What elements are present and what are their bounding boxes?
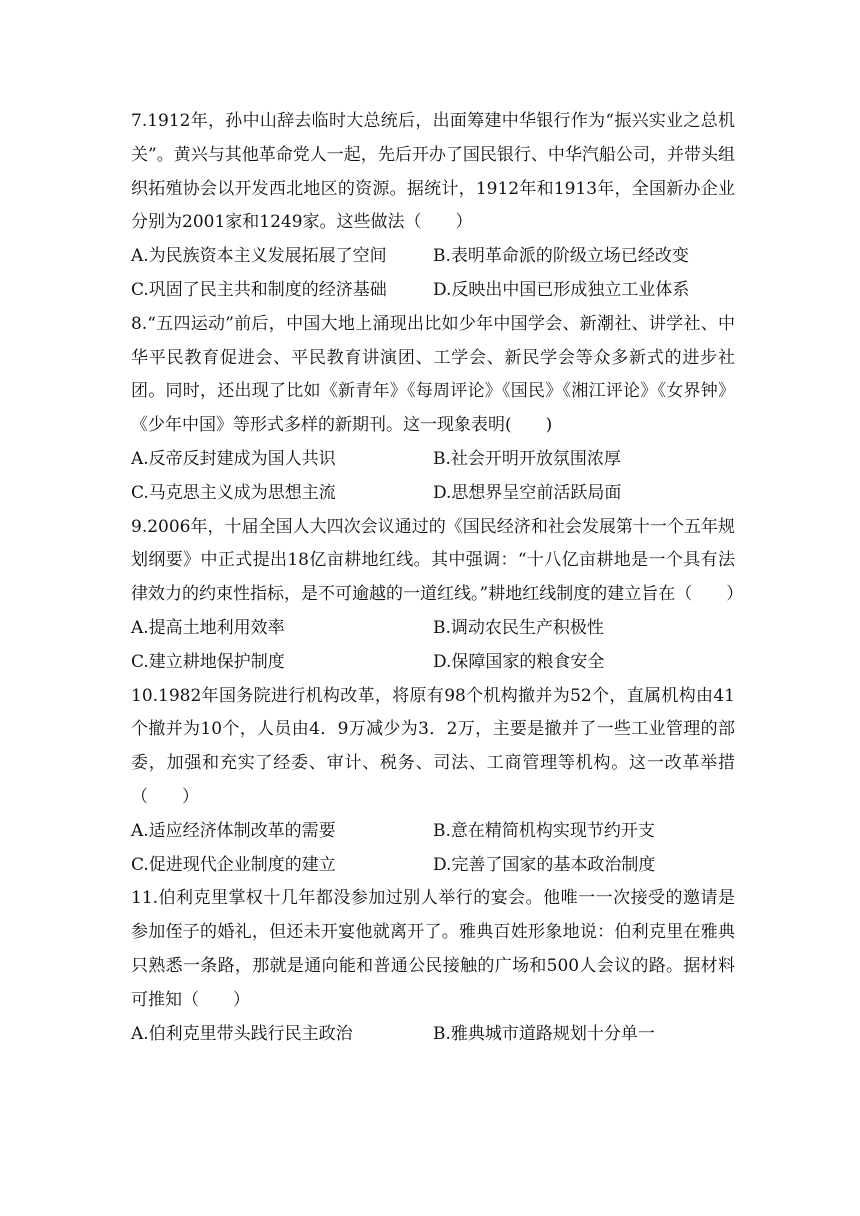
question-list — [131, 105, 744, 1051]
question-8-options-row-2 — [131, 477, 735, 511]
question-8 — [131, 308, 735, 511]
question-10-options-row-2 — [131, 849, 735, 883]
question-9-options-row-1 — [131, 612, 735, 646]
question-7-option-c: C.巩固了民主共和制度的经济基础 — [131, 279, 387, 300]
question-7-options-row-2 — [131, 274, 735, 308]
question-10-option-c: C.促进现代企业制度的建立 — [131, 854, 336, 875]
question-8-option-a: A.反帝反封建成为国人共识 — [131, 448, 336, 469]
question-9-option-c: C.建立耕地保护制度 — [131, 651, 285, 672]
question-8-option-c: C.马克思主义成为思想主流 — [131, 482, 336, 503]
question-7-options-row-1 — [131, 240, 735, 274]
question-7-option-a: A.为民族资本主义发展拓展了空间 — [131, 246, 387, 267]
question-9-option-b: B.调动农民生产积极性 — [433, 617, 604, 638]
question-9 — [131, 511, 744, 680]
question-8-option-d: D.思想界呈空前活跃局面 — [433, 482, 622, 503]
question-10-stem: 10.1982年国务院进行机构改革，将原有98个机构撤并为52个，直属机构由41个撤并为10个，人员由4．9万减少为3．2万，主要是撤并了一些工业管理的部委，加强和充实了经委、审计、税务、司法、工商管理等机构。这一改革举措（ ） — [131, 685, 735, 807]
question-9-stem: 9.2006年，十届全国人大四次会议通过的《国民经济和社会发展第十一个五年规划纲要》中正式提出18亿亩耕地红线。其中强调：“十八亿亩耕地是一个具有法律效力的约束性指标，是不可逾越的一道红线。”耕地红线制度的建立旨在（ ） — [131, 516, 744, 605]
question-10-option-b: B.意在精简机构实现节约开支 — [433, 820, 655, 841]
question-10-options-row-1 — [131, 815, 735, 849]
question-11-option-b: B.雅典城市道路规划十分单一 — [433, 1023, 655, 1044]
question-8-stem: 8.“五四运动”前后，中国大地上涌现出比如少年中国学会、新潮社、讲学社、中华平民教育促进会、平民教育讲演团、工学会、新民学会等众多新式的进步社团。同时，还出现了比如《新青年》《每周评论》《国民》《湘江评论》《女界钟》《少年中国》等形式多样的新期刊。这一现象表明( ) — [131, 313, 735, 436]
question-9-options-row-2 — [131, 646, 735, 680]
question-10-option-d: D.完善了国家的基本政治制度 — [433, 854, 656, 875]
question-11-options-row-1 — [131, 1018, 735, 1052]
question-8-options-row-1 — [131, 443, 735, 477]
question-9-option-d: D.保障国家的粮食安全 — [433, 651, 605, 672]
question-9-option-a: A.提高土地利用效率 — [131, 617, 285, 638]
question-10-option-a: A.适应经济体制改革的需要 — [131, 820, 336, 841]
question-7-option-d: D.反映出中国已形成独立工业体系 — [433, 279, 690, 300]
question-11-option-a: A.伯利克里带头践行民主政治 — [131, 1023, 353, 1044]
question-8-option-b: B.社会开明开放氛围浓厚 — [433, 448, 621, 469]
question-7-option-b: B.表明革命派的阶级立场已经改变 — [433, 246, 689, 267]
question-11 — [131, 882, 735, 1051]
question-7-stem: 7.1912年，孙中山辞去临时大总统后，出面筹建中华银行作为“振兴实业之总机关”。黄兴与其他革命党人一起，先后开办了国民银行、中华汽船公司，并带头组织拓殖协会以开发西北地区的资源。据统计，1912年和1913年，全国新办企业分别为2001家和1249家。这些做法（ ） — [131, 111, 735, 233]
question-11-stem: 11.伯利克里掌权十几年都没参加过别人举行的宴会。他唯一一次接受的邀请是参加侄子的婚礼，但还未开宴他就离开了。雅典百姓形象地说：伯利克里在雅典只熟悉一条路，那就是通向能和普通公民接触的广场和500人会议的路。据材料可推知（ ） — [131, 888, 735, 1010]
question-7 — [131, 105, 735, 308]
question-10 — [131, 680, 735, 883]
